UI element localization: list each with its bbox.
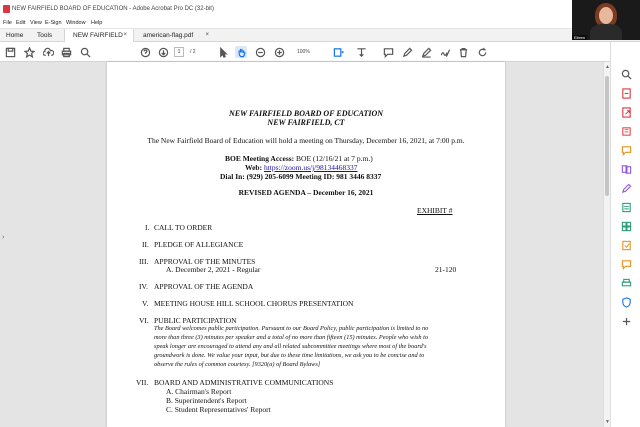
upload-icon[interactable] bbox=[42, 46, 54, 58]
doc-title: NEW FAIRFIELD BOARD OF EDUCATION bbox=[228, 109, 384, 118]
page-total: / 2 bbox=[190, 49, 196, 55]
agenda-item-6: VI. PUBLIC PARTICIPATION bbox=[139, 316, 237, 325]
zoom-link[interactable]: https://zoom.us/j/98134468337 bbox=[263, 163, 358, 172]
public-participation-line: speak longer are encouraged to attend any and all related subcommittee meetings where most of the board's bbox=[154, 343, 427, 350]
zoom-level-select[interactable]: 100% bbox=[297, 49, 310, 55]
exhibit-header: EXHIBIT # bbox=[417, 206, 453, 215]
menu-esign[interactable]: E-Sign bbox=[45, 20, 62, 26]
comment-tool-icon[interactable] bbox=[621, 143, 632, 154]
page-number-input[interactable]: 1 bbox=[174, 47, 184, 57]
help-icon[interactable] bbox=[139, 46, 151, 58]
fit-page-icon[interactable] bbox=[332, 46, 344, 58]
hand-tool-icon[interactable] bbox=[235, 46, 247, 58]
public-participation-line: The Board welcomes public participation. Pursuant to our Board Policy, public participation is limited to no bbox=[154, 325, 429, 332]
rotate-icon[interactable] bbox=[476, 46, 488, 58]
menu-window[interactable]: Window bbox=[66, 20, 86, 26]
communication-sub-item: A. Chairman's Report bbox=[166, 387, 232, 396]
trash-icon[interactable] bbox=[457, 46, 469, 58]
tab-document-active[interactable] bbox=[64, 29, 134, 42]
public-participation-line: observe the rules of common courtesy. [9320(a) of Board Bylaws] bbox=[154, 361, 321, 368]
public-participation-line: groundwork is done. We value your input, but due to these time limitations, we ask you to be concise and to bbox=[154, 352, 425, 359]
menu-view[interactable]: View bbox=[30, 20, 42, 26]
window-title: NEW FAIRFIELD BOARD OF EDUCATION - Adobe Acrobat Pro DC (32-bit) bbox=[12, 6, 214, 12]
scroll-down-icon[interactable]: ▼ bbox=[605, 419, 610, 425]
tab-tools[interactable]: Tools bbox=[37, 32, 53, 39]
left-panel-collapsed bbox=[0, 62, 10, 427]
save-icon[interactable] bbox=[4, 46, 16, 58]
meeting-access: BOE Meeting Access: BOE (12/16/21 at 7 p.m.) bbox=[225, 154, 373, 163]
doc-intro: The New Fairfield Board of Education will hold a meeting on Thursday, December 16, 2021, at 7:00 p.m. bbox=[147, 136, 465, 145]
menu-file[interactable]: File bbox=[3, 20, 12, 26]
scroll-mode-icon[interactable] bbox=[355, 46, 367, 58]
organize-pages-icon[interactable] bbox=[621, 219, 632, 230]
agenda-item-5: V. MEETING HOUSE HILL SCHOOL CHORUS PRESENTATION bbox=[142, 299, 354, 308]
communication-sub-item: C. Student Representatives' Report bbox=[166, 405, 271, 414]
minutes-exhibit-number: 21-120 bbox=[435, 265, 457, 274]
web-access: Web: https://zoom.us/j/98134468337 bbox=[245, 163, 358, 172]
tab-document[interactable] bbox=[135, 29, 215, 42]
public-participation-line: more than three (3) minutes per speaker and a total of no more than fifteen (15) minutes. People who wish to bbox=[154, 334, 429, 341]
webcam-overlay bbox=[572, 0, 640, 40]
menu-bar bbox=[0, 18, 640, 29]
sign-icon[interactable] bbox=[439, 46, 451, 58]
agenda-title: REVISED AGENDA – December 16, 2021 bbox=[238, 188, 374, 197]
search-icon[interactable] bbox=[621, 67, 632, 78]
agenda-item-7: VII. BOARD AND ADMINISTRATIVE COMMUNICATIONS bbox=[136, 378, 334, 387]
request-signature-icon[interactable] bbox=[621, 257, 632, 268]
close-icon[interactable]: × bbox=[205, 32, 209, 38]
agenda-item-2: II. PLEDGE OF ALLEGIANCE bbox=[142, 240, 244, 249]
print-icon[interactable] bbox=[60, 46, 72, 58]
combine-files-icon[interactable] bbox=[621, 162, 632, 173]
comment-icon[interactable] bbox=[382, 46, 394, 58]
draw-icon[interactable] bbox=[420, 46, 432, 58]
export-pdf-icon[interactable] bbox=[621, 105, 632, 116]
print-production-icon[interactable] bbox=[621, 276, 632, 287]
menu-help[interactable]: Help bbox=[91, 20, 103, 26]
more-tools-icon[interactable] bbox=[621, 314, 632, 325]
scan-ocr-icon[interactable] bbox=[621, 200, 632, 211]
agenda-item-1: I. CALL TO ORDER bbox=[145, 223, 213, 232]
fill-sign-icon[interactable] bbox=[621, 181, 632, 192]
zoom-in-icon[interactable] bbox=[273, 46, 285, 58]
zoom-out-icon[interactable] bbox=[254, 46, 266, 58]
title-bar bbox=[0, 0, 640, 18]
scroll-up-icon[interactable]: ▲ bbox=[605, 64, 610, 70]
scroll-thumb[interactable] bbox=[605, 76, 609, 196]
highlight-pen-icon[interactable] bbox=[401, 46, 413, 58]
tab-home[interactable]: Home bbox=[6, 32, 24, 39]
protect-icon[interactable] bbox=[621, 295, 632, 306]
vertical-scrollbar[interactable] bbox=[603, 62, 610, 427]
select-cursor-icon[interactable] bbox=[217, 46, 229, 58]
webcam-name-label: Eileen bbox=[574, 35, 586, 40]
search-icon[interactable] bbox=[79, 46, 91, 58]
edit-pdf-icon[interactable] bbox=[621, 124, 632, 135]
bookmark-star-icon[interactable] bbox=[23, 46, 35, 58]
close-icon[interactable]: × bbox=[123, 32, 127, 38]
tab-document-label: NEW FAIRFIELD bbox=[73, 32, 123, 39]
dial-in: Dial In: (929) 205-6099 Meeting ID: 981 3446 8337 bbox=[220, 172, 382, 181]
minutes-sub-item: A. December 2, 2021 - Regular bbox=[166, 265, 261, 274]
expand-left-panel-icon[interactable]: › bbox=[2, 234, 5, 241]
page-down-icon[interactable] bbox=[157, 46, 169, 58]
send-for-review-icon[interactable] bbox=[621, 238, 632, 249]
doc-subtitle: NEW FAIRFIELD, CT bbox=[267, 118, 345, 127]
acrobat-logo-icon bbox=[3, 5, 10, 13]
menu-edit[interactable]: Edit bbox=[16, 20, 26, 26]
create-pdf-icon[interactable] bbox=[621, 86, 632, 97]
toolbar bbox=[0, 42, 640, 62]
right-tools-panel bbox=[610, 42, 640, 427]
tab-bar bbox=[0, 29, 640, 42]
communication-sub-item: B. Superintendent's Report bbox=[166, 396, 247, 405]
agenda-item-3: III. APPROVAL OF THE MINUTES bbox=[139, 257, 256, 266]
agenda-item-4: IV. APPROVAL OF THE AGENDA bbox=[139, 282, 254, 291]
tab-document-label: american-flag.pdf bbox=[143, 32, 194, 39]
